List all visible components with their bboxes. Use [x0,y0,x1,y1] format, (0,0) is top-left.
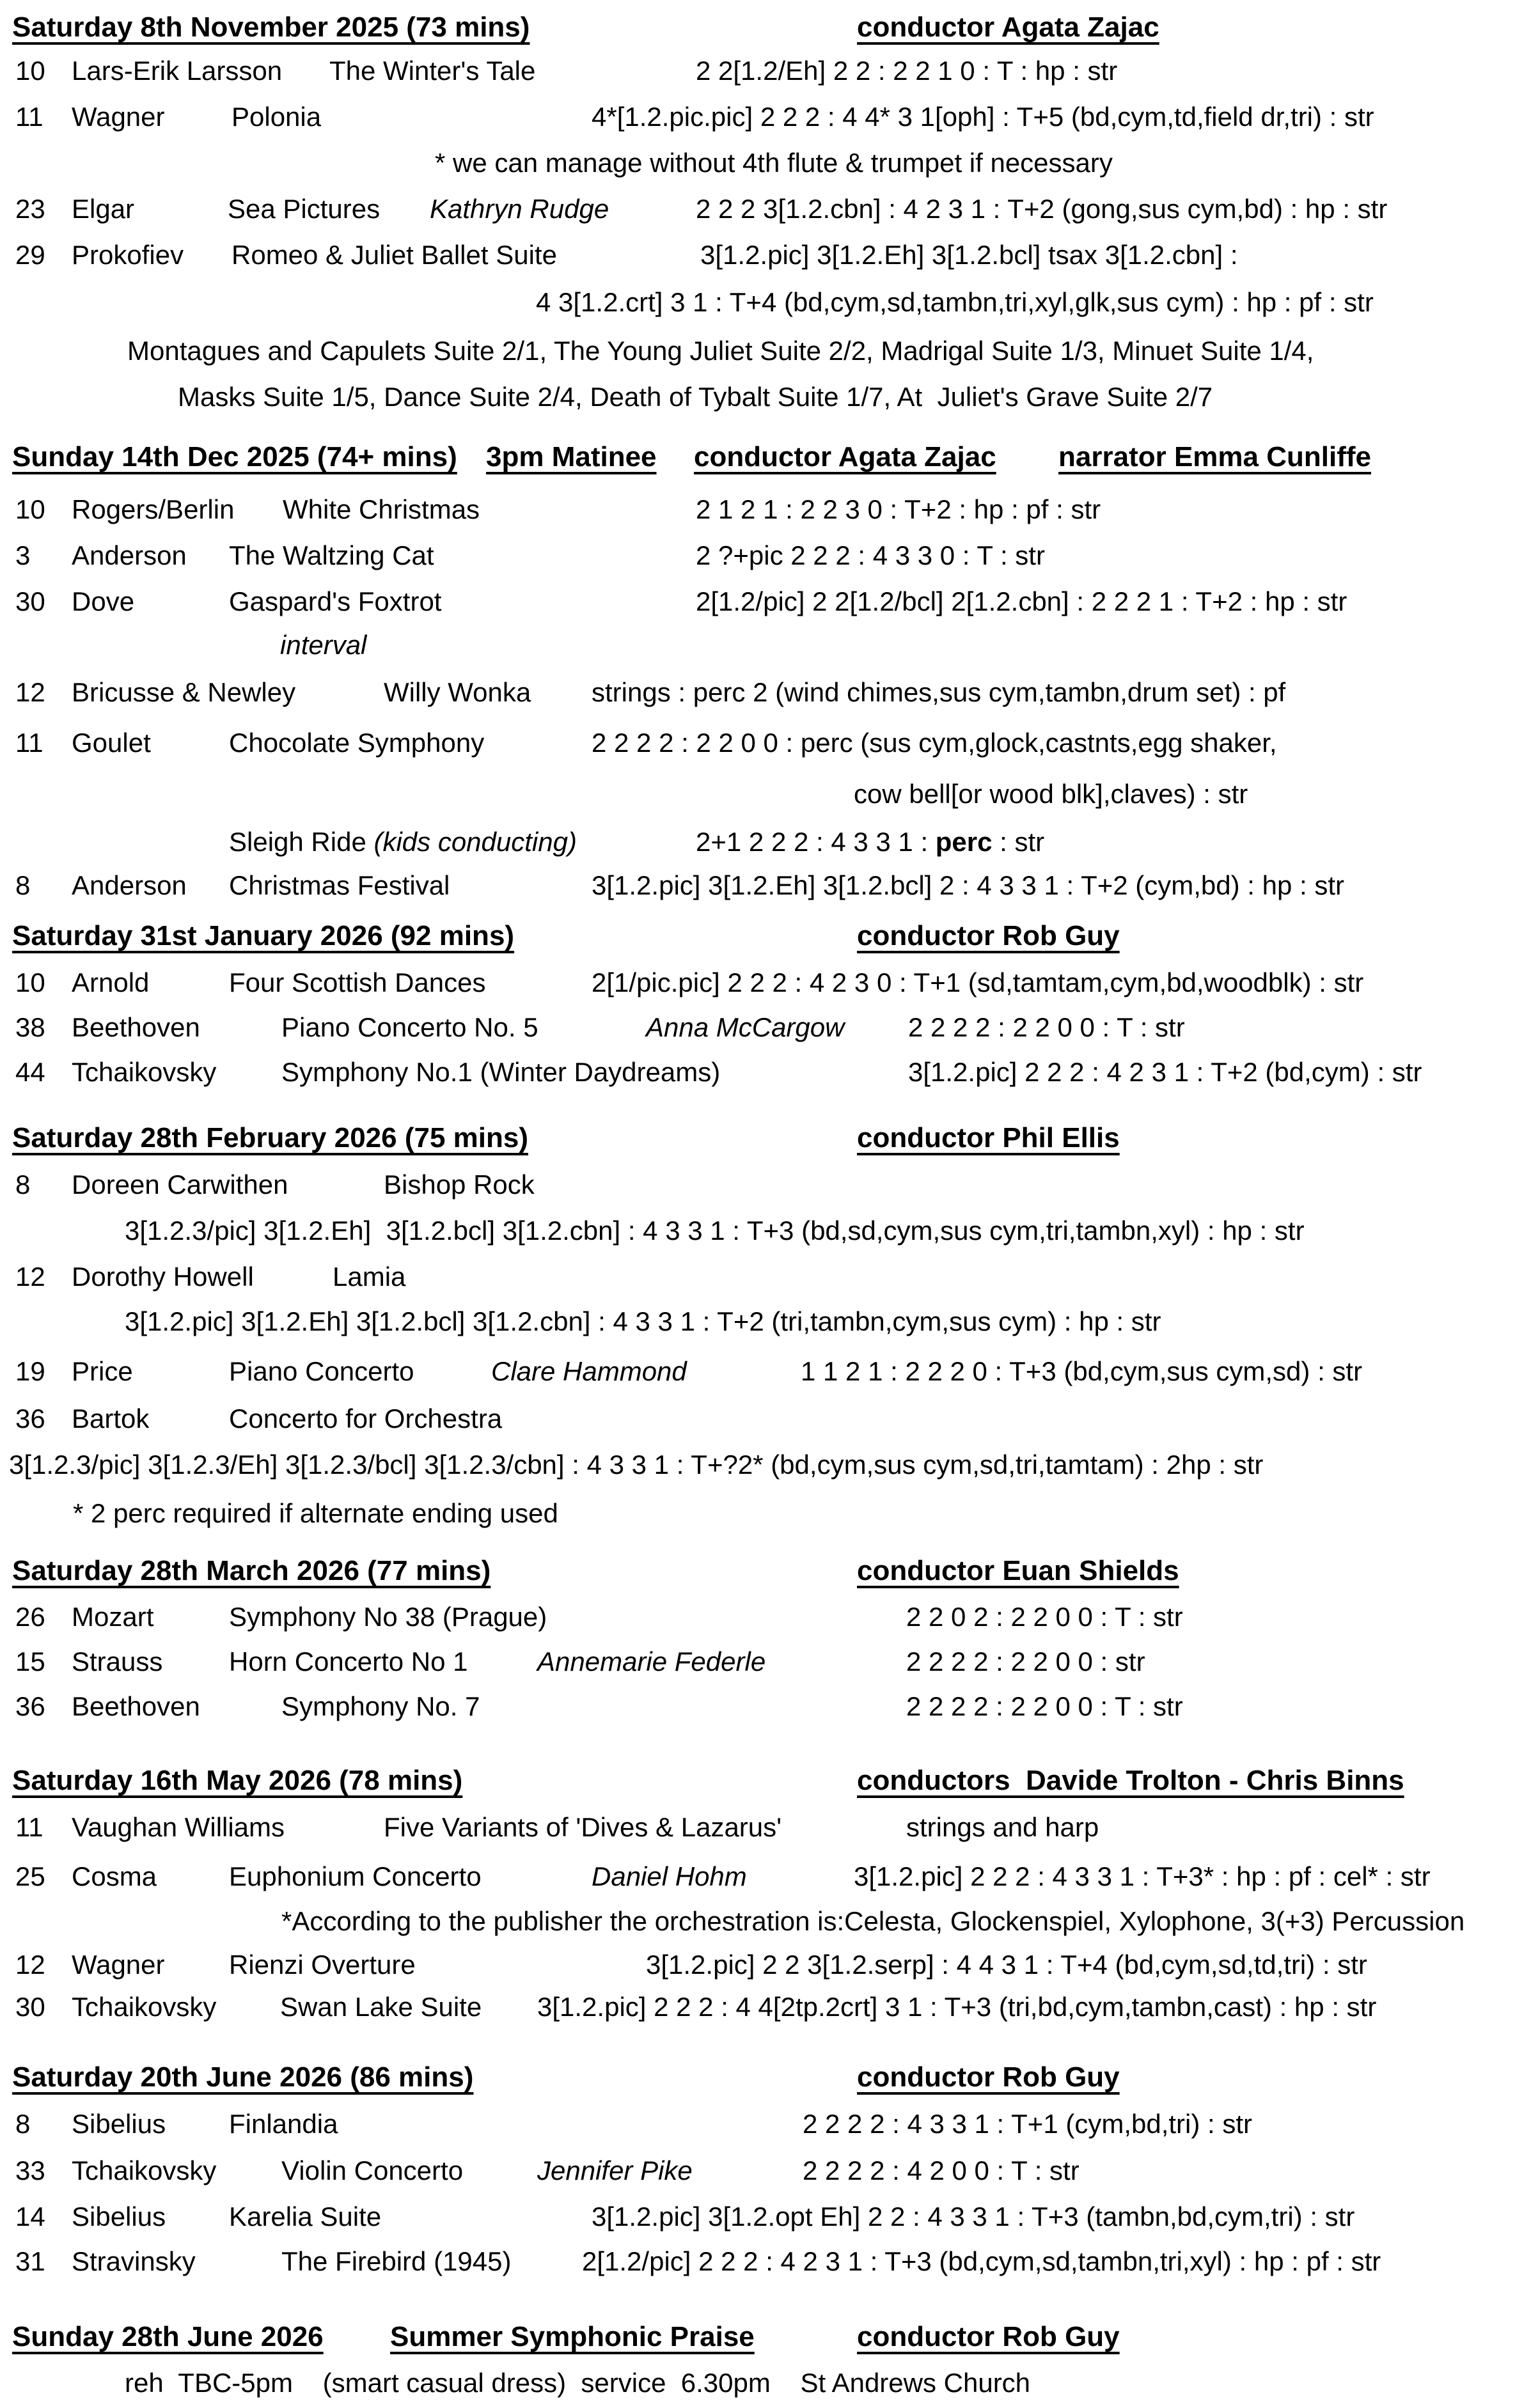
programme-row [0,538,1531,577]
work-title: Finlandia [229,2109,338,2139]
work-title: The Winter's Tale [329,56,536,86]
composer-name: Wagner [72,1950,165,1980]
conductor-name: conductor Rob Guy [857,920,1120,951]
composer-name: Lars-Erik Larsson [72,56,283,86]
programme-row [0,100,1531,138]
orchestration: 2 2[1.2/Eh] 2 2 : 2 2 1 0 : T : hp : str [696,56,1118,86]
orchestration-continued: cow bell[or wood blk],claves) : str [854,779,1248,809]
duration-mins: 11 [15,1812,43,1842]
soloist-name: Daniel Hohm [592,1861,747,1891]
duration-mins: 29 [15,240,45,270]
section-header [0,919,1531,957]
footnote-row [0,1904,1531,1943]
work-title: Swan Lake Suite [280,1992,482,2022]
duration-mins: 14 [15,2201,45,2232]
soloist-name: Jennifer Pike [537,2155,693,2185]
orchestration-continued-row [0,1304,1531,1343]
footnote: *According to the publisher the orchestration is:Celesta, Glockenspiel, Xylophone, 3(+3) Percussion [281,1906,1465,1936]
work-title: White Christmas [283,494,480,524]
orchestration-perc-bold: perc [935,827,993,857]
programme-row [0,1354,1531,1393]
orchestration-continued-row [0,1214,1531,1252]
work-title: Horn Concerto No 1 [229,1646,468,1677]
programme-row [0,492,1531,531]
composer-name: Sibelius [72,2201,166,2232]
programme-row [0,1055,1531,1093]
conductor-name: conductor Phil Ellis [857,1122,1120,1153]
concert-date: Saturday 8th November 2025 (73 mins) [12,12,530,43]
section-header [0,2320,1531,2358]
duration-mins: 10 [15,967,45,997]
orchestration: 3[1.2.3/pic] 3[1.2.Eh] 3[1.2.bcl] 3[1.2.cbn] : 4 3 3 1 : T+3 (bd,sd,cym,sus cym,tri,tambn,xyl) : hp : str [125,1216,1305,1246]
orchestration: 2 2 2 2 : 2 2 0 0 : str [906,1646,1145,1677]
duration-mins: 12 [15,1950,45,1980]
duration-mins: 12 [15,1262,45,1292]
composer-name: Dove [72,586,135,616]
concert-date: Saturday 28th February 2026 (75 mins) [12,1122,528,1153]
orchestration: 2 2 2 2 : 2 2 0 0 : T : str [908,1012,1185,1042]
duration-mins: 25 [15,1861,45,1891]
event-title: Summer Symphonic Praise [390,2321,755,2352]
orchestration-continued-row [0,285,1531,324]
composer-name: Prokofiev [72,240,184,270]
duration-mins: 12 [15,677,45,707]
interval-label: interval [280,630,367,660]
orchestration: 3[1.2.pic] 2 2 2 : 4 2 3 1 : T+2 (bd,cym) : str [908,1057,1422,1087]
composer-name: Anderson [72,870,187,900]
section-header [0,1121,1531,1159]
work-title: Symphony No.1 (Winter Daydreams) [281,1057,721,1087]
programme-row [0,1948,1531,1986]
programme-row [0,966,1531,1004]
duration-mins: 36 [15,1403,45,1434]
composer-name: Wagner [72,102,165,132]
composer-name: Rogers/Berlin [72,494,235,524]
orchestration: 2[1.2/pic] 2 2[1.2/bcl] 2[1.2.cbn] : 2 2 2 1 : T+2 : hp : str [696,586,1347,616]
composer-name: Price [72,1356,133,1386]
work-title: Rienzi Overture [229,1950,416,1980]
duration-mins: 15 [15,1646,45,1677]
soloist-name: Clare Hammond [491,1356,687,1386]
footnote-row [0,146,1531,184]
composer-name: Tchaikovsky [72,1992,217,2022]
orchestration: 3[1.2.3/pic] 3[1.2.3/Eh] 3[1.2.3/bcl] 3[1.2.3/cbn] : 4 3 3 1 : T+?2* (bd,cym,sus cym,sd,tri,tamtam) : 2hp : str [9,1450,1264,1480]
composer-name: Stravinsky [72,2246,196,2276]
duration-mins: 23 [15,194,45,224]
composer-name: Tchaikovsky [72,2155,217,2185]
orchestration-continued-row [0,1448,1531,1486]
orchestration: 3[1.2.pic] 2 2 2 : 4 4[2tp.2crt] 3 1 : T+3 (tri,bd,cym,tambn,cast) : hp : str [537,1992,1377,2022]
conductor-name: conductor Rob Guy [857,2321,1120,2352]
work-title: Chocolate Symphony [229,728,485,758]
composer-name: Mozart [72,1602,154,1632]
work-title: Sea Pictures [228,194,381,224]
duration-mins: 44 [15,1057,45,1087]
composer-name: Arnold [72,967,150,997]
composer-name: Beethoven [72,1691,200,1721]
work-title: Violin Concerto [281,2155,464,2185]
orchestration: 3[1.2.pic] 2 2 2 : 4 3 3 1 : T+3* : hp : pf : cel* : str [854,1861,1431,1891]
concert-date: Saturday 28th March 2026 (77 mins) [12,1555,491,1586]
work-title: Lamia [333,1262,406,1292]
movement-list-row [0,380,1531,418]
orchestration-part: : str [992,827,1045,857]
programme-row [0,1168,1531,1206]
movement-list: Montagues and Capulets Suite 2/1, The Young Juliet Suite 2/2, Madrigal Suite 1/3, Minuet Suite 1/4, [127,336,1314,366]
orchestration: 4*[1.2.pic.pic] 2 2 2 : 4 4* 3 1[oph] : T+5 (bd,cym,td,field dr,tri) : str [592,102,1374,132]
work-title: Romeo & Juliet Ballet Suite [232,240,557,270]
service-details: reh TBC-5pm (smart casual dress) service 6.30pm St Andrews Church [125,2368,1031,2398]
matinee-time: 3pm Matinee [486,441,657,473]
programme-row [0,1645,1531,1683]
composer-name: Sibelius [72,2109,166,2139]
orchestration: 3[1.2.pic] 3[1.2.Eh] 3[1.2.bcl] tsax 3[1.2.cbn] : [700,240,1238,270]
programme-row [0,584,1531,623]
programme-row [0,825,1531,863]
programme-row [0,1010,1531,1049]
conductor-name: conductor Euan Shields [857,1555,1179,1586]
composer-name: Dorothy Howell [72,1262,254,1292]
work-title: The Waltzing Cat [229,540,434,570]
work-title-group [229,825,577,859]
duration-mins: 8 [15,1169,31,1200]
orchestration-continued-row [0,777,1531,815]
composer-name: Doreen Carwithen [72,1169,288,1200]
programme-row [0,2200,1531,2238]
narrator-name: narrator Emma Cunliffe [1058,441,1371,473]
work-title: Symphony No. 7 [281,1691,480,1721]
section-header [0,10,1531,49]
section-header [0,1763,1531,1802]
interval-row [0,628,1531,666]
programme-row [0,238,1531,276]
duration-mins: 8 [15,2109,31,2139]
composer-name: Tchaikovsky [72,1057,217,1087]
concert-date: Saturday 16th May 2026 (78 mins) [12,1765,463,1796]
concert-date: Sunday 28th June 2026 [12,2321,324,2352]
orchestration: 2 2 2 2 : 2 2 0 0 : perc (sus cym,glock,castnts,egg shaker, [592,728,1277,758]
composer-name: Bricusse & Newley [72,677,296,707]
programme-row [0,2107,1531,2145]
duration-mins: 10 [15,494,45,524]
concert-date: Sunday 14th Dec 2025 (74+ mins) [12,441,457,473]
programme-row [0,726,1531,764]
programme-row [0,675,1531,714]
work-title: Euphonium Concerto [229,1861,482,1891]
duration-mins: 31 [15,2246,45,2276]
programme-row [0,1810,1531,1849]
conductor-name: conductor Agata Zajac [694,441,996,473]
orchestration: 2 2 2 2 : 2 2 0 0 : T : str [906,1691,1183,1721]
work-title: Willy Wonka [384,677,531,707]
composer-name: Strauss [72,1646,163,1677]
service-details-row [0,2366,1531,2404]
orchestration: 2 2 2 3[1.2.cbn] : 4 2 3 1 : T+2 (gong,sus cym,bd) : hp : str [696,194,1388,224]
footnote-row [0,1496,1531,1535]
work-title: Karelia Suite [229,2201,382,2232]
duration-mins: 11 [15,728,43,758]
work-title-note: (kids conducting) [373,827,577,857]
programme-row [0,1859,1531,1898]
work-title: Sleigh Ride [229,827,374,857]
orchestration: 3[1.2.pic] 2 2 3[1.2.serp] : 4 4 3 1 : T+4 (bd,cym,sd,td,tri) : str [646,1950,1367,1980]
duration-mins: 19 [15,1356,45,1386]
work-title: Piano Concerto [229,1356,414,1386]
composer-name: Vaughan Williams [72,1812,285,1842]
composer-name: Beethoven [72,1012,200,1042]
orchestration: strings : perc 2 (wind chimes,sus cym,tambn,drum set) : pf [592,677,1286,707]
orchestration-continued: 4 3[1.2.crt] 3 1 : T+4 (bd,cym,sd,tambn,tri,xyl,glk,sus cym) : hp : pf : str [536,287,1374,317]
programme-row [0,1402,1531,1440]
duration-mins: 36 [15,1691,45,1721]
programme-row [0,1260,1531,1298]
programme-row [0,868,1531,907]
footnote: * we can manage without 4th flute & trumpet if necessary [435,148,1113,178]
programme-row [0,54,1531,92]
movement-list-row [0,334,1531,372]
orchestration: 3[1.2.pic] 3[1.2.opt Eh] 2 2 : 4 3 3 1 : T+3 (tambn,bd,cym,tri) : str [592,2201,1355,2232]
composer-name: Bartok [72,1403,150,1434]
work-title: Bishop Rock [384,1169,535,1200]
work-title: Polonia [232,102,322,132]
duration-mins: 3 [15,540,31,570]
concert-date: Saturday 31st January 2026 (92 mins) [12,920,515,951]
conductors-names: conductors Davide Trolton - Chris Binns [857,1765,1404,1796]
soloist-name: Kathryn Rudge [430,194,609,224]
orchestration: strings and harp [906,1812,1099,1842]
duration-mins: 38 [15,1012,45,1042]
orchestration-part: 2+1 2 2 2 : 4 3 3 1 : [696,827,936,857]
duration-mins: 30 [15,586,45,616]
conductor-name: conductor Rob Guy [857,2061,1120,2093]
footnote: * 2 perc required if alternate ending used [73,1498,558,1528]
work-title: Christmas Festival [229,870,450,900]
movement-list: Masks Suite 1/5, Dance Suite 2/4, Death of Tybalt Suite 1/7, At Juliet's Grave Suite 2/7 [178,382,1213,412]
duration-mins: 8 [15,870,31,900]
work-title: Four Scottish Dances [229,967,486,997]
duration-mins: 11 [15,102,43,132]
programme-row [0,1689,1531,1728]
programme-row [0,2244,1531,2283]
orchestration: 2 2 0 2 : 2 2 0 0 : T : str [906,1602,1183,1632]
composer-name: Cosma [72,1861,157,1891]
programme-row [0,2154,1531,2192]
work-title: Piano Concerto No. 5 [281,1012,538,1042]
duration-mins: 30 [15,1992,45,2022]
programme-row [0,1990,1531,2028]
work-title: The Firebird (1945) [281,2246,512,2276]
orchestration: 3[1.2.pic] 3[1.2.Eh] 3[1.2.bcl] 2 : 4 3 3 1 : T+2 (cym,bd) : hp : str [592,870,1345,900]
duration-mins: 33 [15,2155,45,2185]
orchestration: 2 1 2 1 : 2 2 3 0 : T+2 : hp : pf : str [696,494,1101,524]
soloist-name: Anna McCargow [646,1012,845,1042]
orchestration: 2 ?+pic 2 2 2 : 4 3 3 0 : T : str [696,540,1045,570]
work-title: Gaspard's Foxtrot [229,586,442,616]
composer-name: Elgar [72,194,135,224]
conductor-name: conductor Agata Zajac [857,12,1159,43]
orchestration: 2[1/pic.pic] 2 2 2 : 4 2 3 0 : T+1 (sd,tamtam,cym,bd,woodblk) : str [592,967,1364,997]
programme-row [0,192,1531,230]
duration-mins: 10 [15,56,45,86]
section-header [0,1554,1531,1592]
duration-mins: 26 [15,1602,45,1632]
orchestration: 3[1.2.pic] 3[1.2.Eh] 3[1.2.bcl] 3[1.2.cbn] : 4 3 3 1 : T+2 (tri,tambn,cym,sus cym) : hp : str [125,1306,1161,1336]
orchestration: 1 1 2 1 : 2 2 2 0 : T+3 (bd,cym,sus cym,sd) : str [801,1356,1363,1386]
work-title: Symphony No 38 (Prague) [229,1602,547,1632]
work-title: Concerto for Orchestra [229,1403,503,1434]
orchestration [696,825,1044,859]
soloist-name: Annemarie Federle [537,1646,766,1677]
concert-date: Saturday 20th June 2026 (86 mins) [12,2061,474,2093]
section-header [0,440,1531,478]
composer-name: Anderson [72,540,187,570]
composer-name: Goulet [72,728,151,758]
orchestration: 2 2 2 2 : 4 3 3 1 : T+1 (cym,bd,tri) : str [803,2109,1253,2139]
work-title: Five Variants of 'Dives & Lazarus' [384,1812,782,1842]
programme-row [0,1600,1531,1638]
section-header [0,2060,1531,2099]
orchestration: 2[1.2/pic] 2 2 2 : 4 2 3 1 : T+3 (bd,cym,sd,tambn,tri,xyl) : hp : pf : str [582,2246,1381,2276]
orchestration: 2 2 2 2 : 4 2 0 0 : T : str [803,2155,1080,2185]
